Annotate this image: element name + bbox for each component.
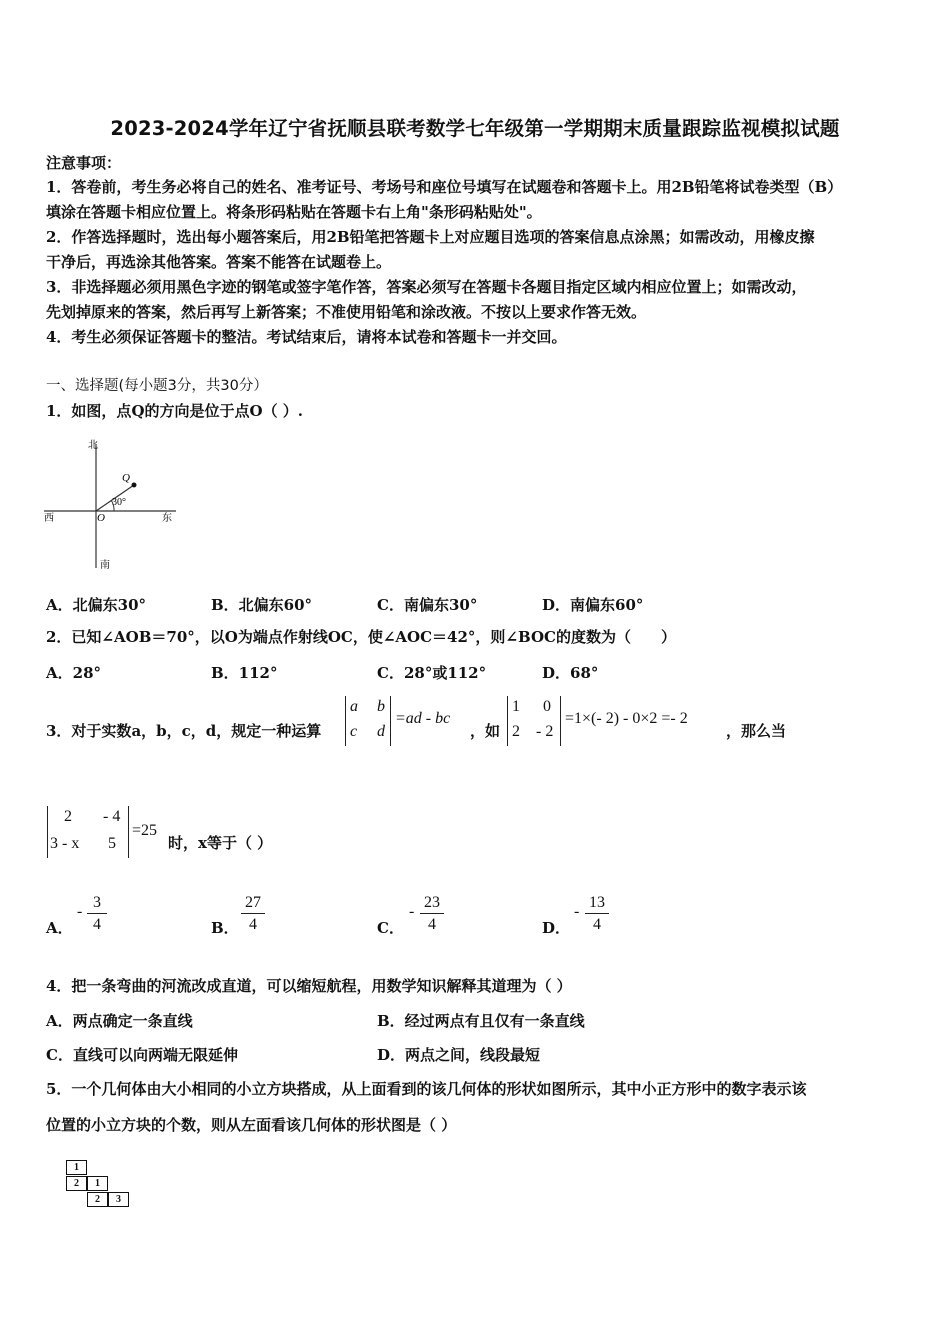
q5-top-view-grid [66, 1160, 130, 1214]
grid-cell: 1 [66, 1160, 87, 1175]
q3-option-c-sign: - [409, 903, 415, 920]
notice-heading: 注意事项： [46, 154, 122, 172]
q3-option-c-label[interactable]: C． [377, 919, 404, 937]
q4-option-d[interactable]: D．两点之间，线段最短 [377, 1046, 541, 1064]
point-q-dot [132, 483, 137, 488]
q3-mid: ，如 [470, 722, 501, 740]
q1-compass-figure [40, 436, 190, 574]
notice-line-1: 1．答卷前，考生务必将自己的姓名、准考证号、考场号和座位号填写在试题卷和答题卡上。用2B铅笔将试卷类型（B） [46, 178, 843, 196]
label-origin: O [97, 512, 105, 524]
q2-option-a[interactable]: A．28° [46, 664, 102, 682]
q3-option-d-fraction [585, 893, 609, 936]
q1-option-b[interactable]: B．北偏东60° [211, 596, 313, 614]
q3-option-a-label[interactable]: A． [46, 919, 73, 937]
q1-option-c[interactable]: C．南偏东30° [377, 596, 478, 614]
grid-cell: 2 [66, 1176, 87, 1191]
q4-option-b[interactable]: B．经过两点有且仅有一条直线 [377, 1012, 585, 1030]
q3-option-d-label[interactable]: D． [542, 919, 571, 937]
q1-option-a[interactable]: A．北偏东30° [46, 596, 147, 614]
det-d: d [377, 723, 385, 740]
q2-option-d[interactable]: D．68° [542, 664, 599, 682]
label-point-q: Q [122, 472, 130, 484]
q1-option-d[interactable]: D．南偏东60° [542, 596, 644, 614]
label-angle: 30° [112, 497, 126, 508]
q2-option-c[interactable]: C．28°或112° [377, 664, 487, 682]
page-title: 2023-2024学年辽宁省抚顺县联考数学七年级第一学期期末质量跟踪监视模拟试题 [110, 117, 840, 140]
label-west: 西 [44, 513, 54, 524]
det-c: c [350, 723, 358, 740]
cond-b: - 4 [103, 808, 121, 825]
q3-example-determinant [507, 696, 561, 746]
q3-option-b-num: 27 [241, 893, 265, 914]
notice-line-7: 4．考生必须保证答题卡的整洁。考试结束后，请将本试卷和答题卡一并交回。 [46, 328, 567, 346]
section-heading: 一、选择题(每小题3分，共30分） [46, 378, 268, 394]
q3-lead: 3．对于实数a，b，c，d，规定一种运算 [46, 722, 322, 740]
q5-stem-line-2: 位置的小立方块的个数，则从左面看该几何体的形状图是（ ） [46, 1116, 457, 1134]
notice-line-4: 干净后，再选涂其他答案。答案不能答在试题卷上。 [46, 253, 392, 271]
q3-condition-determinant [47, 806, 129, 858]
label-east: 东 [162, 513, 172, 524]
q3-condition-result: =25 [132, 822, 158, 839]
label-south: 南 [100, 560, 110, 571]
notice-line-6: 先划掉原来的答案，然后再写上新答案；不准使用铅笔和涂改液。不按以上要求作答无效。 [46, 303, 647, 321]
notice-line-2: 填涂在答题卡相应位置上。将条形码粘贴在答题卡右上角"条形码粘贴处"。 [46, 203, 542, 221]
ex-c: 2 [512, 723, 520, 740]
q3-option-c-fraction [420, 893, 444, 936]
q4-option-a[interactable]: A．两点确定一条直线 [46, 1012, 193, 1030]
q2-option-b[interactable]: B．112° [211, 664, 278, 682]
grid-cell: 2 [87, 1192, 108, 1207]
det-a: a [350, 698, 358, 715]
q3-option-c-num: 23 [420, 893, 444, 914]
det-b: b [377, 698, 385, 715]
q5-stem-line-1: 5．一个几何体由大小相同的小立方块搭成，从上面看到的该几何体的形状如图所示，其中小正方形中的数字表示该 [46, 1080, 807, 1098]
q3-option-d-num: 13 [585, 893, 609, 914]
grid-cell: 1 [87, 1176, 108, 1191]
q3-option-a-den: 4 [93, 916, 101, 933]
q3-option-d-den: 4 [593, 916, 601, 933]
ex-b: 0 [543, 698, 551, 715]
q3-condition-tail: 时，x等于（ ） [168, 834, 273, 852]
q3-option-a-num: 3 [87, 893, 107, 914]
q3-option-d-sign: - [574, 903, 580, 920]
cond-c: 3 - x [50, 835, 80, 852]
q3-option-a-fraction [87, 893, 107, 936]
ex-a: 1 [512, 698, 520, 715]
q1-stem: 1．如图，点Q的方向是位于点O（ ）. [46, 402, 304, 420]
q3-option-a-sign: - [77, 903, 83, 920]
label-north: 北 [88, 440, 98, 451]
q3-option-b-den: 4 [249, 916, 257, 933]
cond-d: 5 [108, 835, 116, 852]
q3-option-b-fraction [241, 893, 265, 936]
q3-definition-result: =ad - bc [395, 710, 451, 727]
ex-d: - 2 [536, 723, 554, 740]
q3-definition-determinant [345, 696, 391, 746]
grid-cell: 3 [108, 1192, 129, 1207]
q4-option-c[interactable]: C．直线可以向两端无限延伸 [46, 1046, 238, 1064]
q2-stem: 2．已知∠AOB＝70°，以O为端点作射线OC，使∠AOC＝42°，则∠BOC的度数为（ ） [46, 628, 676, 646]
notice-line-3: 2．作答选择题时，选出每小题答案后，用2B铅笔把答题卡上对应题目选项的答案信息点涂黑；如需改动，用橡皮擦 [46, 228, 815, 246]
cond-a: 2 [64, 808, 72, 825]
q3-example-result: =1×(- 2) - 0×2 =- 2 [565, 710, 688, 727]
q3-option-b-label[interactable]: B． [211, 919, 239, 937]
q4-stem: 4．把一条弯曲的河流改成直道，可以缩短航程，用数学知识解释其道理为（ ） [46, 977, 572, 995]
q3-tail: ，那么当 [726, 722, 787, 740]
notice-line-5: 3．非选择题必须用黑色字迹的钢笔或签字笔作答，答案必须写在答题卡各题目指定区域内相应位置上；如需改动， [46, 278, 807, 296]
q3-option-c-den: 4 [428, 916, 436, 933]
